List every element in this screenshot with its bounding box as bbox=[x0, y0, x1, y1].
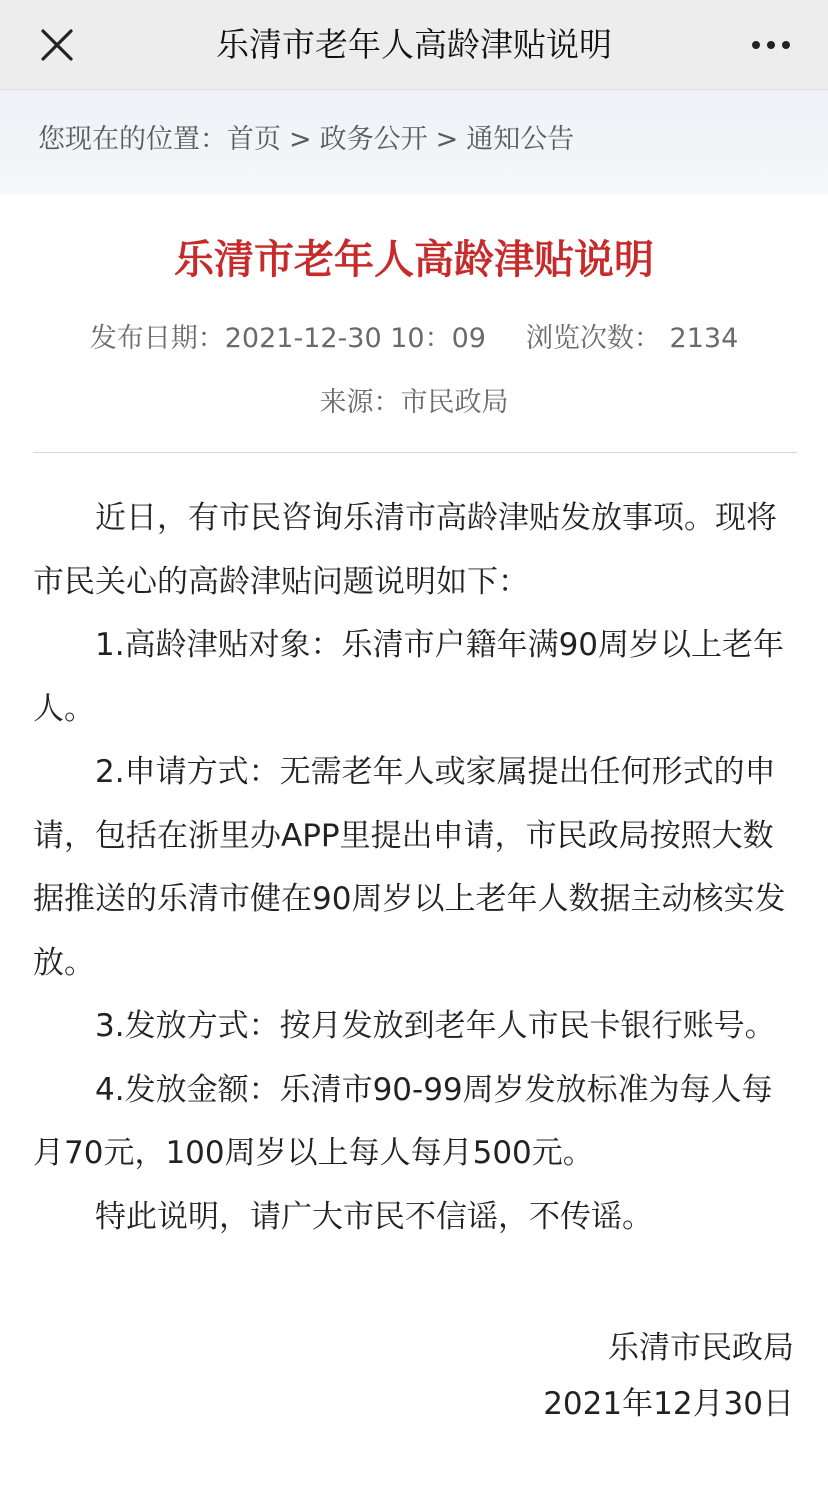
article-meta bbox=[0, 318, 828, 360]
breadcrumb-prefix: 您现在的位置： bbox=[38, 124, 227, 155]
breadcrumb bbox=[38, 120, 574, 160]
signature-date: 2021年12月30日 bbox=[543, 1386, 794, 1422]
more-horizontal-icon bbox=[748, 22, 794, 68]
article-title: 乐清市老年人高龄津贴说明 bbox=[174, 237, 654, 283]
top-nav-bar bbox=[0, 0, 828, 90]
close-icon bbox=[34, 22, 80, 68]
article-body bbox=[33, 487, 797, 1249]
topbar-title: 乐清市老年人高龄津贴说明 bbox=[216, 25, 612, 64]
view-count: 2134 bbox=[669, 323, 739, 354]
signature-block bbox=[543, 1320, 794, 1432]
close-button[interactable] bbox=[34, 22, 80, 68]
more-button[interactable] bbox=[748, 22, 794, 68]
source-value: 市民政局 bbox=[400, 387, 509, 418]
article-source bbox=[0, 382, 828, 424]
paragraph-item-1: 1.高龄津贴对象：乐清市户籍年满90周岁以上老年人。 bbox=[33, 627, 785, 727]
breadcrumb-separator: > bbox=[435, 124, 459, 155]
breadcrumb-item-home[interactable]: 首页 bbox=[227, 124, 281, 155]
publish-date-label: 发布日期： bbox=[89, 323, 225, 354]
publish-date: 2021-12-30 10：09 bbox=[224, 323, 486, 354]
breadcrumb-bar bbox=[0, 90, 828, 194]
view-count-label: 浏览次数： bbox=[525, 323, 661, 354]
signature-org: 乐清市民政局 bbox=[608, 1330, 794, 1366]
paragraph-item-4: 4.发放金额：乐清市90-99周岁发放标准为每人每月70元，100周岁以上每人每月500元。 bbox=[33, 1071, 773, 1171]
paragraph-item-3: 3.发放方式：按月发放到老年人市民卡银行账号。 bbox=[95, 1008, 776, 1044]
breadcrumb-item-government-affairs[interactable]: 政务公开 bbox=[319, 124, 428, 155]
paragraph-item-2: 2.申请方式：无需老年人或家属提出任何形式的申请，包括在浙里办APP里提出申请，市民政局按照大数据推送的乐清市健在90周岁以上老年人数据主动核实发放。 bbox=[33, 754, 786, 981]
paragraph-intro: 近日，有市民咨询乐清市高龄津贴发放事项。现将市民关心的高龄津贴问题说明如下： bbox=[33, 500, 777, 600]
breadcrumb-separator: > bbox=[289, 124, 312, 155]
divider bbox=[33, 452, 797, 453]
breadcrumb-item-notices[interactable]: 通知公告 bbox=[466, 124, 575, 155]
paragraph-closing: 特此说明，请广大市民不信谣，不传谣。 bbox=[95, 1198, 653, 1235]
source-label: 来源： bbox=[319, 387, 401, 418]
